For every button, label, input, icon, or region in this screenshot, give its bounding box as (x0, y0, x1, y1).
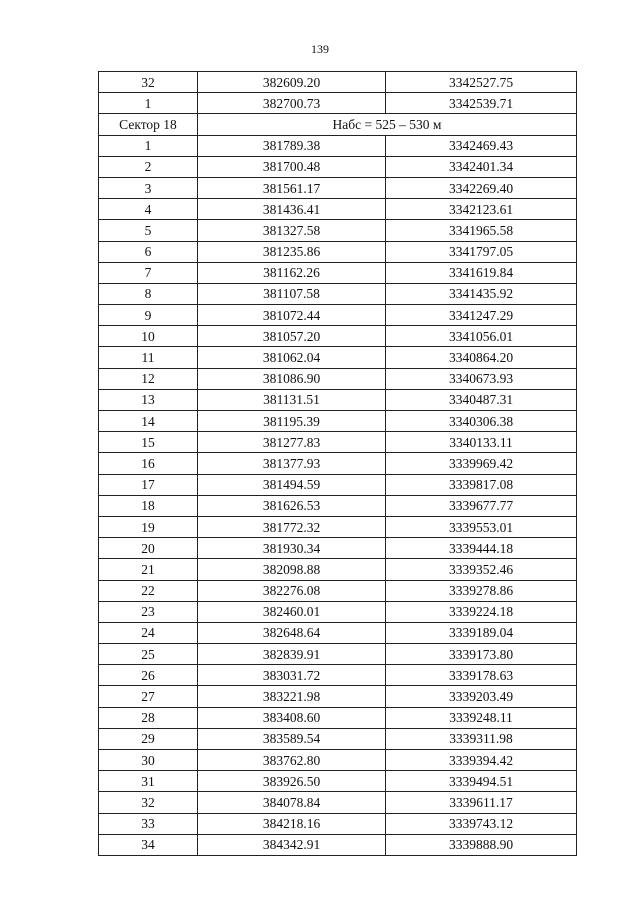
point-number-cell: 5 (99, 220, 198, 241)
x-coordinate-cell: 382700.73 (198, 93, 386, 114)
x-coordinate-cell: 381772.32 (198, 516, 386, 537)
y-coordinate-cell: 3339173.80 (386, 644, 577, 665)
x-coordinate-cell: 382276.08 (198, 580, 386, 601)
table-row (99, 156, 577, 177)
y-coordinate-cell: 3342269.40 (386, 177, 577, 198)
y-coordinate-cell: 3341965.58 (386, 220, 577, 241)
table-row (99, 834, 577, 855)
x-coordinate-cell: 381062.04 (198, 347, 386, 368)
x-coordinate-cell: 382460.01 (198, 601, 386, 622)
point-number-cell: 19 (99, 516, 198, 537)
sector-header-row (99, 114, 577, 135)
table-row (99, 411, 577, 432)
point-number-cell: 28 (99, 707, 198, 728)
x-coordinate-cell: 381057.20 (198, 326, 386, 347)
table-row (99, 432, 577, 453)
point-number-cell: 32 (99, 792, 198, 813)
table-row (99, 601, 577, 622)
point-number-cell: 3 (99, 177, 198, 198)
y-coordinate-cell: 3341619.84 (386, 262, 577, 283)
y-coordinate-cell: 3341247.29 (386, 305, 577, 326)
point-number-cell: 30 (99, 750, 198, 771)
point-number-cell: 4 (99, 199, 198, 220)
table-row (99, 72, 577, 93)
y-coordinate-cell: 3339352.46 (386, 559, 577, 580)
x-coordinate-cell: 384218.16 (198, 813, 386, 834)
table-row (99, 453, 577, 474)
x-coordinate-cell: 382648.64 (198, 622, 386, 643)
x-coordinate-cell: 381195.39 (198, 411, 386, 432)
y-coordinate-cell: 3341435.92 (386, 283, 577, 304)
table-row (99, 262, 577, 283)
point-number-cell: 22 (99, 580, 198, 601)
y-coordinate-cell: 3339611.17 (386, 792, 577, 813)
sector-height-label: Набс = 525 – 530 м (198, 114, 577, 135)
point-number-cell: 7 (99, 262, 198, 283)
table-row (99, 220, 577, 241)
point-number-cell: 1 (99, 135, 198, 156)
y-coordinate-cell: 3339248.11 (386, 707, 577, 728)
table-row (99, 368, 577, 389)
x-coordinate-cell: 382839.91 (198, 644, 386, 665)
sector-label: Сектор 18 (99, 114, 198, 135)
page-number: 139 (311, 42, 329, 56)
x-coordinate-cell: 383221.98 (198, 686, 386, 707)
table-row (99, 686, 577, 707)
x-coordinate-cell: 384342.91 (198, 834, 386, 855)
table-row (99, 241, 577, 262)
x-coordinate-cell: 381789.38 (198, 135, 386, 156)
point-number-cell: 23 (99, 601, 198, 622)
x-coordinate-cell: 381235.86 (198, 241, 386, 262)
y-coordinate-cell: 3339203.49 (386, 686, 577, 707)
point-number-cell: 34 (99, 834, 198, 855)
y-coordinate-cell: 3342401.34 (386, 156, 577, 177)
point-number-cell: 25 (99, 644, 198, 665)
x-coordinate-cell: 381436.41 (198, 199, 386, 220)
point-number-cell: 1 (99, 93, 198, 114)
point-number-cell: 12 (99, 368, 198, 389)
y-coordinate-cell: 3340864.20 (386, 347, 577, 368)
point-number-cell: 31 (99, 771, 198, 792)
x-coordinate-cell: 383031.72 (198, 665, 386, 686)
x-coordinate-cell: 383762.80 (198, 750, 386, 771)
y-coordinate-cell: 3341797.05 (386, 241, 577, 262)
table-row (99, 538, 577, 559)
x-coordinate-cell: 383926.50 (198, 771, 386, 792)
y-coordinate-cell: 3342123.61 (386, 199, 577, 220)
x-coordinate-cell: 381162.26 (198, 262, 386, 283)
point-number-cell: 2 (99, 156, 198, 177)
y-coordinate-cell: 3339311.98 (386, 728, 577, 749)
table-row (99, 750, 577, 771)
y-coordinate-cell: 3340673.93 (386, 368, 577, 389)
table-row (99, 771, 577, 792)
table-row (99, 135, 577, 156)
point-number-cell: 14 (99, 411, 198, 432)
x-coordinate-cell: 381131.51 (198, 389, 386, 410)
x-coordinate-cell: 381327.58 (198, 220, 386, 241)
point-number-cell: 26 (99, 665, 198, 686)
point-number-cell: 13 (99, 389, 198, 410)
x-coordinate-cell: 381494.59 (198, 474, 386, 495)
y-coordinate-cell: 3339394.42 (386, 750, 577, 771)
table-row (99, 495, 577, 516)
x-coordinate-cell: 381377.93 (198, 453, 386, 474)
coordinates-table (98, 71, 577, 856)
table-row (99, 559, 577, 580)
x-coordinate-cell: 381626.53 (198, 495, 386, 516)
point-number-cell: 21 (99, 559, 198, 580)
y-coordinate-cell: 3342539.71 (386, 93, 577, 114)
point-number-cell: 33 (99, 813, 198, 834)
y-coordinate-cell: 3339969.42 (386, 453, 577, 474)
table-row (99, 644, 577, 665)
point-number-cell: 32 (99, 72, 198, 93)
x-coordinate-cell: 381561.17 (198, 177, 386, 198)
table-row (99, 177, 577, 198)
x-coordinate-cell: 381277.83 (198, 432, 386, 453)
table-row (99, 305, 577, 326)
point-number-cell: 15 (99, 432, 198, 453)
y-coordinate-cell: 3339888.90 (386, 834, 577, 855)
point-number-cell: 11 (99, 347, 198, 368)
point-number-cell: 24 (99, 622, 198, 643)
table-row (99, 389, 577, 410)
table-row (99, 347, 577, 368)
y-coordinate-cell: 3339189.04 (386, 622, 577, 643)
x-coordinate-cell: 383408.60 (198, 707, 386, 728)
point-number-cell: 9 (99, 305, 198, 326)
point-number-cell: 8 (99, 283, 198, 304)
x-coordinate-cell: 381700.48 (198, 156, 386, 177)
y-coordinate-cell: 3339494.51 (386, 771, 577, 792)
point-number-cell: 6 (99, 241, 198, 262)
table-row (99, 474, 577, 495)
x-coordinate-cell: 381072.44 (198, 305, 386, 326)
y-coordinate-cell: 3339677.77 (386, 495, 577, 516)
y-coordinate-cell: 3342469.43 (386, 135, 577, 156)
x-coordinate-cell: 383589.54 (198, 728, 386, 749)
x-coordinate-cell: 382609.20 (198, 72, 386, 93)
y-coordinate-cell: 3339817.08 (386, 474, 577, 495)
point-number-cell: 20 (99, 538, 198, 559)
point-number-cell: 10 (99, 326, 198, 347)
point-number-cell: 18 (99, 495, 198, 516)
y-coordinate-cell: 3339178.63 (386, 665, 577, 686)
y-coordinate-cell: 3339444.18 (386, 538, 577, 559)
x-coordinate-cell: 381930.34 (198, 538, 386, 559)
y-coordinate-cell: 3339278.86 (386, 580, 577, 601)
x-coordinate-cell: 382098.88 (198, 559, 386, 580)
table-row (99, 728, 577, 749)
y-coordinate-cell: 3340133.11 (386, 432, 577, 453)
point-number-cell: 17 (99, 474, 198, 495)
y-coordinate-cell: 3339224.18 (386, 601, 577, 622)
x-coordinate-cell: 381107.58 (198, 283, 386, 304)
y-coordinate-cell: 3340487.31 (386, 389, 577, 410)
table-row (99, 792, 577, 813)
point-number-cell: 16 (99, 453, 198, 474)
table-row (99, 283, 577, 304)
y-coordinate-cell: 3340306.38 (386, 411, 577, 432)
coordinates-table-body (99, 72, 577, 856)
table-row (99, 93, 577, 114)
table-row (99, 326, 577, 347)
y-coordinate-cell: 3339553.01 (386, 516, 577, 537)
x-coordinate-cell: 381086.90 (198, 368, 386, 389)
y-coordinate-cell: 3339743.12 (386, 813, 577, 834)
table-row (99, 707, 577, 728)
table-row (99, 199, 577, 220)
table-row (99, 580, 577, 601)
point-number-cell: 27 (99, 686, 198, 707)
y-coordinate-cell: 3341056.01 (386, 326, 577, 347)
table-row (99, 665, 577, 686)
table-row (99, 813, 577, 834)
table-row (99, 516, 577, 537)
point-number-cell: 29 (99, 728, 198, 749)
y-coordinate-cell: 3342527.75 (386, 72, 577, 93)
x-coordinate-cell: 384078.84 (198, 792, 386, 813)
table-row (99, 622, 577, 643)
